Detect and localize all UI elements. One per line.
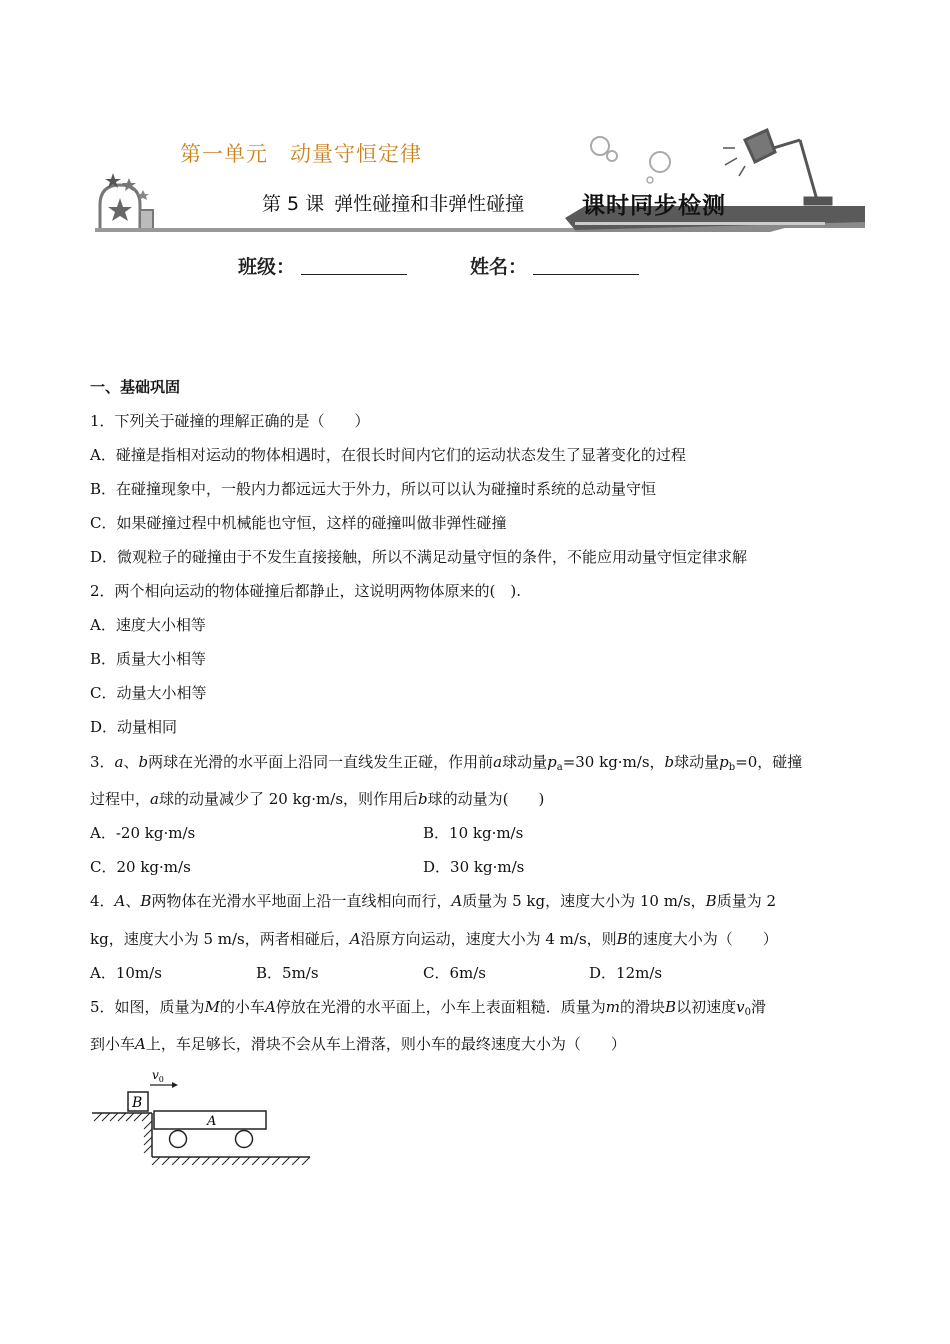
bubble-icon: [591, 137, 609, 155]
q2-option-d: D．动量相同: [90, 718, 178, 736]
q4-option-c: C．6m/s: [423, 964, 486, 982]
q1-option-d: D．微观粒子的碰撞由于不发生直接接触，所以不满足动量守恒的条件，不能应用动量守恒定律求解: [90, 548, 748, 566]
q1-option-a: A．碰撞是指相对运动的物体相遇时，在很长时间内它们的运动状态发生了显著变化的过程: [90, 446, 686, 464]
q1-option-b: B．在碰撞现象中，一般内力都远远大于外力，所以可以认为碰撞时系统的总动量守恒: [90, 480, 657, 498]
section-heading: 一、基础巩固: [90, 378, 181, 396]
class-field: [238, 252, 407, 279]
desk-lamp-icon: [723, 130, 831, 204]
q1-option-c: C．如果碰撞过程中机械能也守恒，这样的碰撞叫做非弹性碰撞: [90, 514, 507, 532]
wheel-left: [170, 1131, 187, 1148]
q2-option-b: B．质量大小相等: [90, 650, 207, 668]
q4-option-a: A．10m/s: [90, 964, 162, 982]
q1-stem: 1．下列关于碰撞的理解正确的是（ ）: [90, 412, 370, 430]
q5-figure: [90, 1063, 315, 1165]
q2-stem: 2．两个相向运动的物体碰撞后都静止，这说明两物体原来的( ).: [90, 582, 522, 600]
q4-option-d: D．12m/s: [589, 964, 663, 982]
q4-stem-line1: 4．A、B两物体在光滑水平地面上沿一直线相向而行，A质量为 5 kg，速度大小为 10 m/s，B质量为 2: [90, 892, 777, 910]
name-label: 姓名：: [470, 256, 528, 278]
lesson-number: 第 5 课: [262, 193, 325, 215]
velocity-label: $v_0$: [152, 1068, 164, 1084]
header-banner: [95, 110, 865, 240]
name-blank[interactable]: [533, 256, 639, 275]
wheel-right: [236, 1131, 253, 1148]
q5-stem-line1: 5．如图，质量为M的小车A停放在光滑的水平面上，小车上表面粗糙．质量为m的滑块B以初速度$v_0$滑: [90, 998, 766, 1018]
unit-title: [180, 138, 422, 168]
sync-test-badge: 课时同步检测: [582, 193, 726, 219]
q3-option-d: D．30 kg·m/s: [423, 858, 525, 876]
q3-stem-line1: 3．a、b两球在光滑的水平面上沿同一直线发生正碰，作用前a球动量$p_a=30$ kg·m/s，b球动量$p_b=0$，碰撞: [90, 753, 803, 773]
star-badge-icon: [100, 173, 153, 230]
class-label: 班级：: [238, 256, 296, 278]
q3-option-a: A．-20 kg·m/s: [90, 824, 196, 842]
cart-a-label: A: [207, 1114, 217, 1129]
q3-option-c: C．20 kg·m/s: [90, 858, 191, 876]
q4-option-b: B．5m/s: [256, 964, 319, 982]
q2-option-a: A．速度大小相等: [90, 616, 206, 634]
q3-option-b: B．10 kg·m/s: [423, 824, 524, 842]
lesson-title: [262, 189, 524, 216]
q2-option-c: C．动量大小相等: [90, 684, 207, 702]
block-b-label: B: [132, 1095, 143, 1111]
name-field: [470, 252, 639, 279]
unit-name: 动量守恒定律: [290, 142, 422, 166]
q4-stem-line2: kg，速度大小为 5 m/s，两者相碰后，A沿原方向运动，速度大小为 4 m/s，则B的速度大小为（ ）: [90, 930, 778, 948]
lesson-name: 弹性碰撞和非弹性碰撞: [334, 193, 525, 215]
q3-stem-line2: 过程中，a球的动量减少了 20 kg·m/s，则作用后b球的动量为( ): [90, 790, 545, 808]
class-blank[interactable]: [301, 256, 407, 275]
unit-label: 第一单元: [180, 142, 268, 166]
q5-stem-line2: 到小车A上，车足够长，滑块不会从车上滑落，则小车的最终速度大小为（ ）: [90, 1035, 626, 1053]
